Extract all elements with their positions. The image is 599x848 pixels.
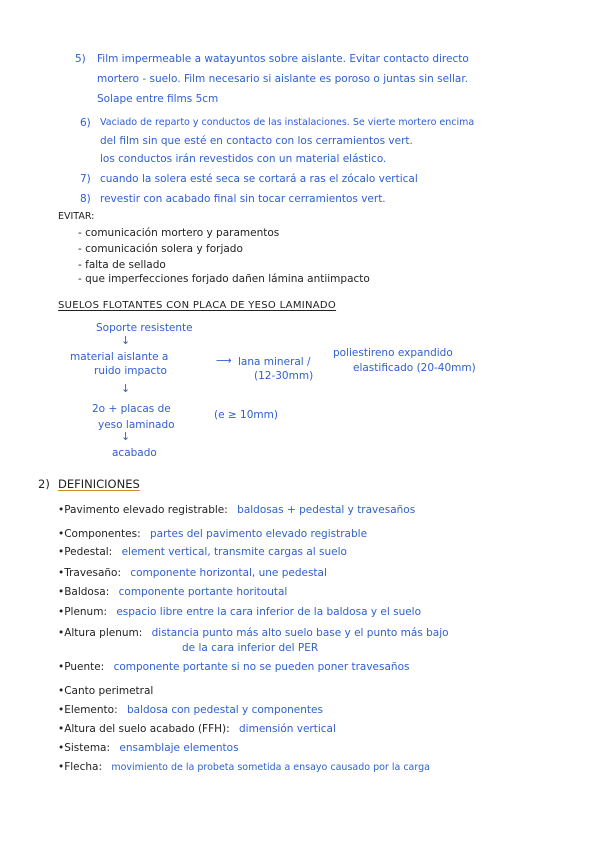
- def-term: •Componentes:: [58, 528, 141, 540]
- diagram-material-line-2: ruido impacto: [94, 365, 167, 377]
- evitar-title: EVITAR:: [58, 211, 95, 222]
- def-text: distancia punto más alto suelo base y el punto más bajo: [151, 627, 449, 639]
- def-term: •Pedestal:: [58, 546, 113, 558]
- diagram-placas-line-1: 2o + placas de: [92, 403, 171, 415]
- def-term: •Sistema:: [58, 742, 111, 754]
- diagram-placas-line-2: yeso laminado: [98, 419, 175, 431]
- diagram-lana-line-1: lana mineral /: [238, 356, 311, 368]
- def-text: espacio libre entre la cara inferior de la baldosa y el suelo: [116, 606, 422, 618]
- diagram-acabado: acabado: [112, 447, 157, 459]
- def-text: componente horizontal, une pedestal: [130, 567, 327, 579]
- def-text: componente portante si no se pueden poner travesaños: [113, 661, 410, 673]
- def-row-8: [58, 660, 409, 674]
- step-5-line-2: mortero - suelo. Film necesario si aislante es poroso o juntas sin sellar.: [97, 73, 469, 85]
- def-term: •Canto perimetral: [58, 685, 154, 697]
- evitar-item-2: - comunicación solera y forjado: [78, 243, 243, 255]
- def-row-6: [58, 605, 421, 619]
- definiciones-title: DEFINICIONES: [58, 477, 140, 491]
- diagram-lana-line-2: (12-30mm): [254, 370, 314, 382]
- def-term: •Flecha:: [58, 761, 103, 773]
- def-term: •Pavimento elevado registrable:: [58, 504, 228, 516]
- def-text: componente portante horitoutal: [118, 586, 288, 598]
- def-term: •Altura del suelo acabado (FFH):: [58, 723, 230, 735]
- def-text: partes del pavimento elevado registrable: [149, 528, 368, 540]
- diagram-material-line-1: material aislante a: [70, 351, 169, 363]
- step-6-number: 6): [80, 117, 91, 129]
- def-term: •Puente:: [58, 661, 105, 673]
- arrow-down-1: ↓: [121, 334, 131, 347]
- def-term: •Elemento:: [58, 704, 118, 716]
- step-6-line-1: Vaciado de reparto y conductos de las instalaciones. Se vierte mortero encima: [100, 117, 475, 128]
- def-row-7-continuation: de la cara inferior del PER: [182, 642, 319, 654]
- step-7-number: 7): [80, 173, 91, 185]
- def-term: •Baldosa:: [58, 586, 110, 598]
- step-5-line-3: Solape entre films 5cm: [97, 93, 219, 105]
- diagram-espesor: (e ≥ 10mm): [214, 409, 278, 421]
- def-row-3: [58, 545, 347, 559]
- arrow-down-2: ↓: [121, 382, 131, 395]
- def-row-7: [58, 626, 449, 640]
- def-text: element vertical, transmite cargas al suelo: [121, 546, 347, 558]
- step-7-text: cuando la solera esté seca se cortará a ras el zócalo vertical: [100, 173, 418, 185]
- arrow-down-3: ↓: [121, 430, 131, 443]
- step-5-line-1: Film impermeable a watayuntos sobre aislante. Evitar contacto directo: [97, 53, 469, 65]
- def-text: ensamblaje elementos: [119, 742, 239, 754]
- evitar-item-3: - falta de sellado: [78, 259, 166, 271]
- diagram-poli-line-1: poliestireno expandido: [333, 347, 453, 359]
- def-row-1: [58, 503, 415, 517]
- def-term: •Plenum:: [58, 606, 107, 618]
- def-row-13: [58, 760, 430, 775]
- step-8-number: 8): [80, 193, 91, 205]
- def-row-5: [58, 585, 287, 599]
- step-6-line-2: del film sin que esté en contacto con los cerramientos vert.: [100, 135, 413, 147]
- diagram-soporte: Soporte resistente: [96, 322, 193, 334]
- diagram-poli-line-2: elastificado (20-40mm): [353, 362, 476, 374]
- def-row-11: [58, 722, 336, 736]
- arrow-right: ⟶: [216, 354, 232, 367]
- def-row-10: [58, 703, 323, 717]
- def-row-9: [58, 684, 153, 698]
- step-8-text: revestir con acabado final sin tocar cerramientos vert.: [100, 193, 386, 205]
- def-text: movimiento de la probeta sometida a ensayo causado por la carga: [111, 762, 430, 773]
- step-6-line-3: los conductos irán revestidos con un material elástico.: [100, 153, 387, 165]
- def-term: •Travesaño:: [58, 567, 122, 579]
- def-row-4: [58, 566, 327, 580]
- def-row-2: [58, 527, 367, 541]
- evitar-item-1: - comunicación mortero y paramentos: [78, 227, 280, 239]
- evitar-item-4: - que imperfecciones forjado dañen lámina antiimpacto: [78, 273, 370, 285]
- def-text: baldosa con pedestal y componentes: [126, 704, 323, 716]
- definiciones-number: 2): [38, 477, 50, 491]
- def-row-12: [58, 741, 239, 755]
- def-text: baldosas + pedestal y travesaños: [237, 504, 416, 516]
- def-text: dimensión vertical: [239, 723, 336, 735]
- suelos-title: SUELOS FLOTANTES CON PLACA DE YESO LAMINADO: [58, 300, 337, 311]
- step-5-number: 5): [75, 53, 86, 65]
- def-term: •Altura plenum:: [58, 627, 143, 639]
